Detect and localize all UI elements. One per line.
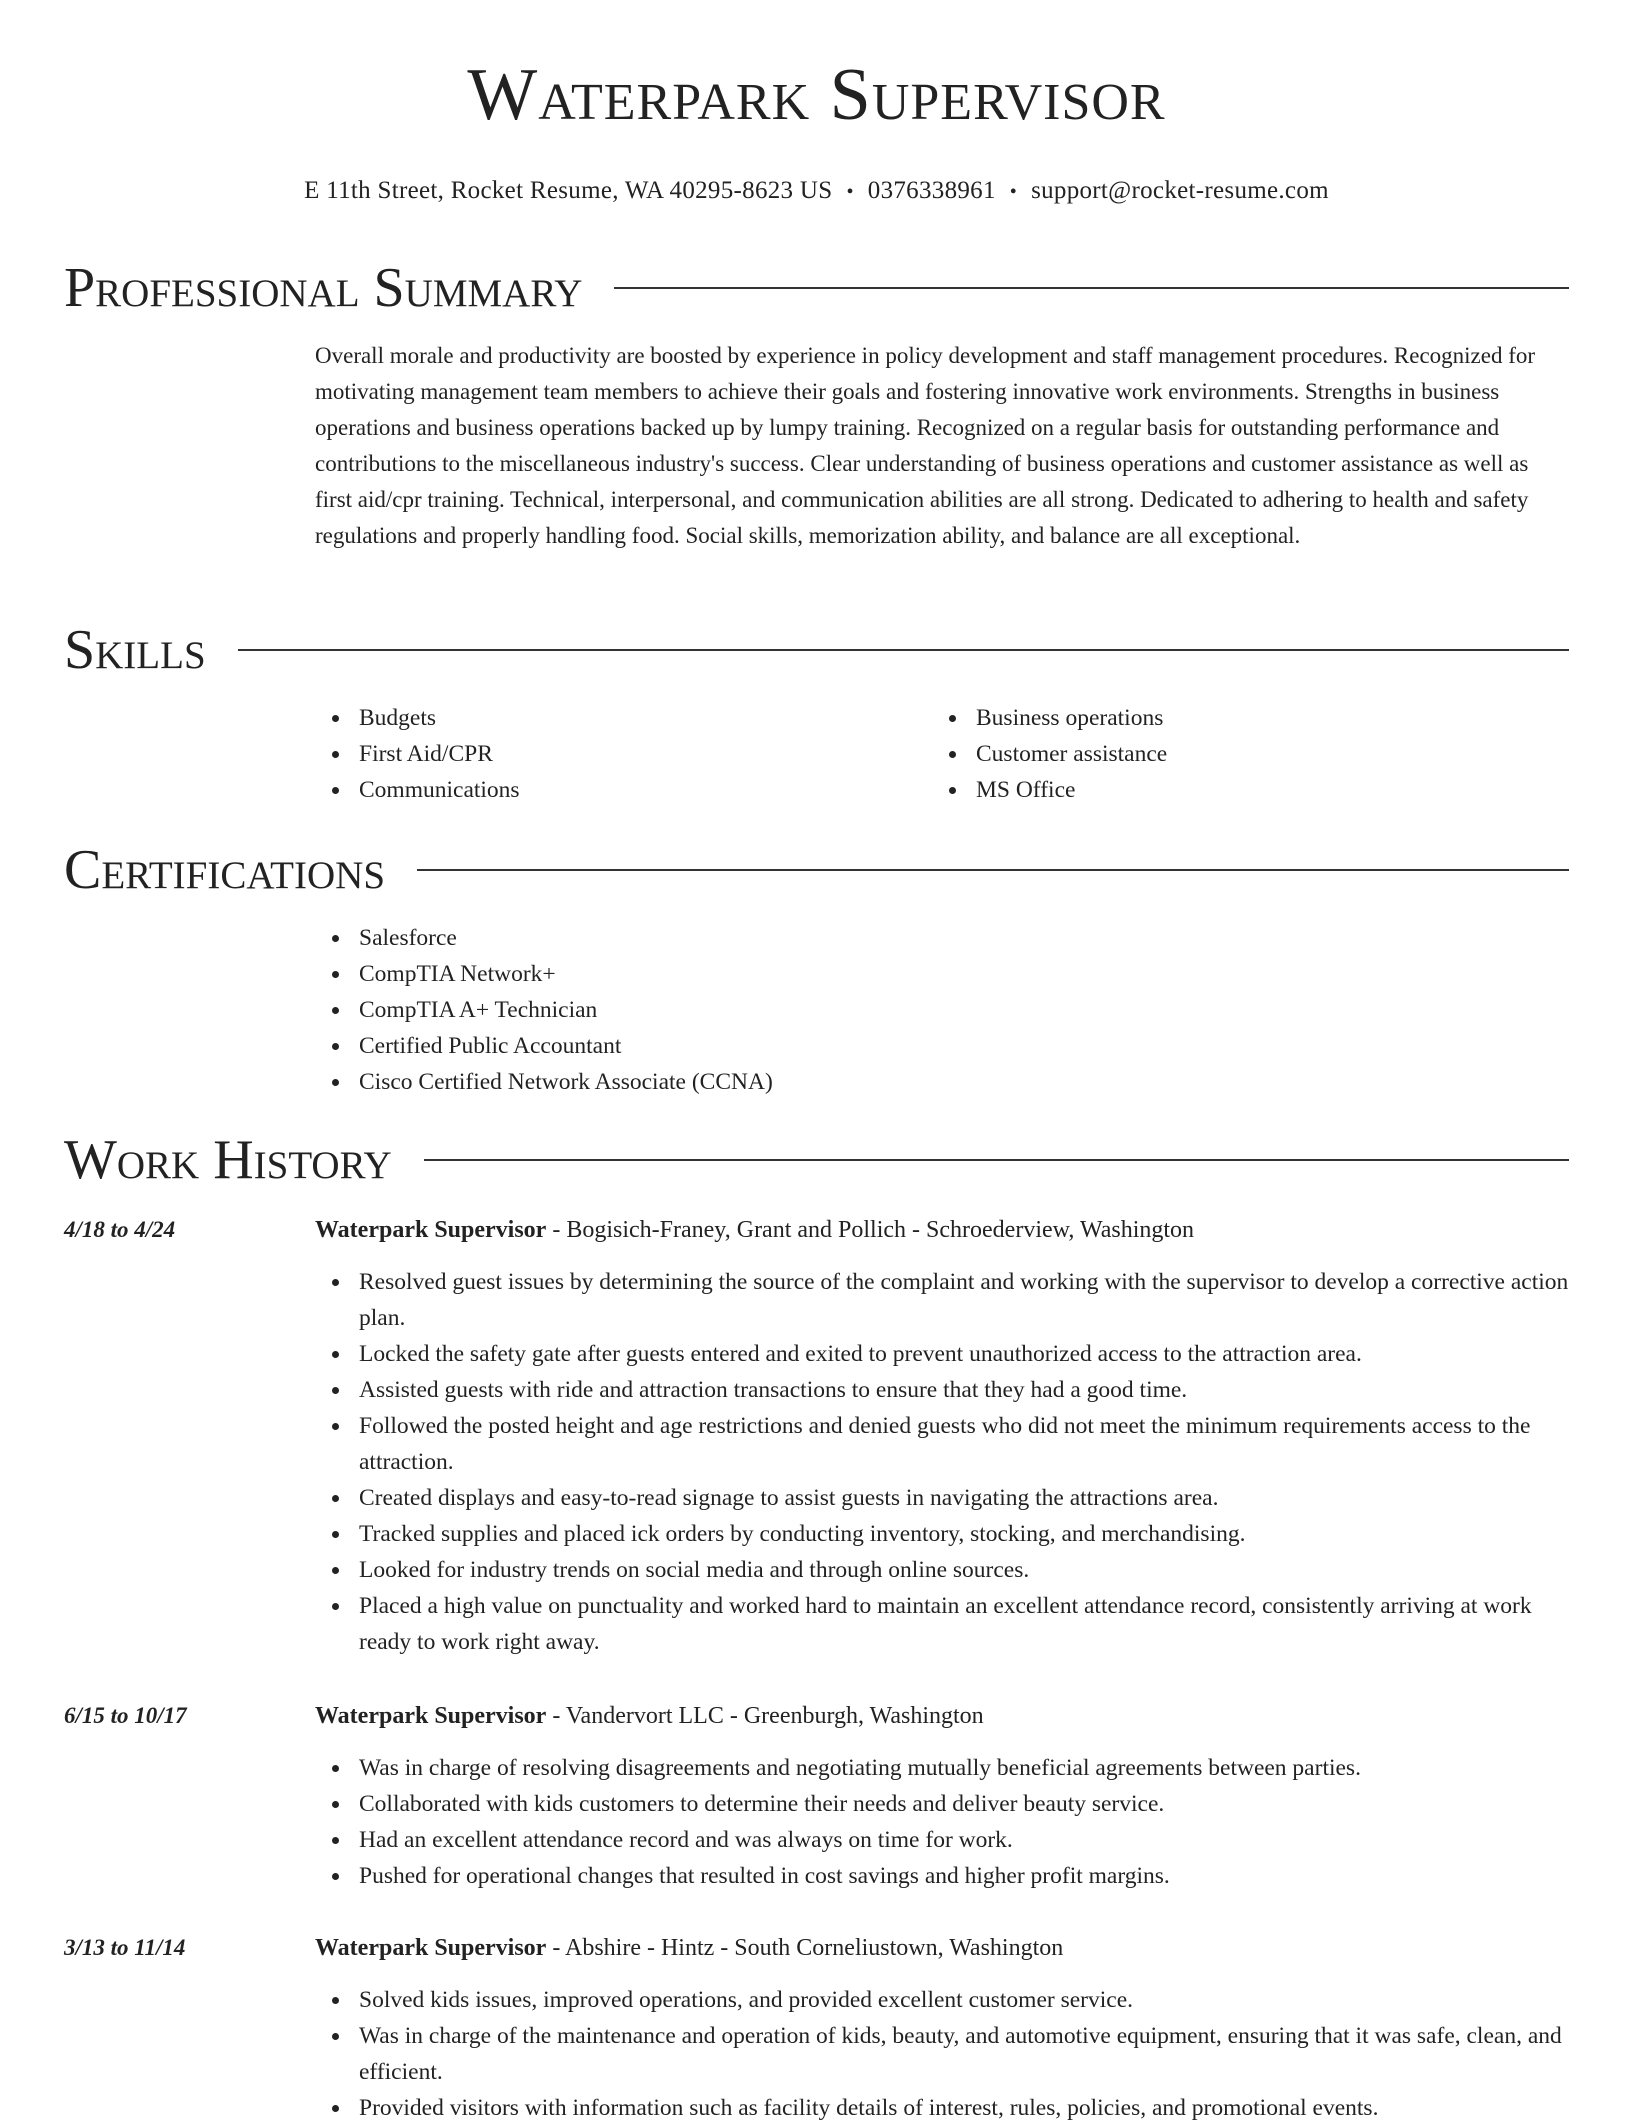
contact-line — [64, 176, 1569, 207]
job-responsibilities — [315, 1750, 1569, 1894]
summary-section-header — [64, 258, 1569, 318]
job-bullet: Provided visitors with information such as facility details of interest, rules, policies, and promotional events. — [315, 2090, 1569, 2126]
job-dates: 3/13 to 11/14 — [64, 1935, 186, 1960]
certification-item: Salesforce — [315, 920, 1569, 956]
job-bullet: Tracked supplies and placed ick orders by conducting inventory, stocking, and merchandising. — [315, 1516, 1569, 1552]
contact-email[interactable]: support@rocket-resume.com — [1031, 177, 1329, 204]
contact-separator: • — [1009, 181, 1018, 203]
section-divider — [238, 649, 1569, 651]
contact-phone: 0376338961 — [867, 177, 996, 204]
contact-separator: • — [846, 181, 854, 203]
skill-item: Communications — [315, 772, 915, 808]
job-title-line — [315, 1930, 1569, 1966]
certifications-list — [315, 920, 1569, 1100]
job-title: Waterpark Supervisor — [315, 1935, 547, 1961]
skill-item: Business operations — [932, 700, 1532, 736]
certifications-section-header — [64, 840, 1569, 900]
job-bullet: Resolved guest issues by determining the source of the complaint and working with the supervisor to develop a corrective action plan. — [315, 1264, 1569, 1336]
job-dates: 6/15 to 10/17 — [64, 1703, 187, 1728]
job-title: Waterpark Supervisor — [315, 1703, 547, 1729]
candidate-name: Waterpark Supervisor — [467, 54, 1166, 136]
section-divider — [424, 1159, 1569, 1161]
job-responsibilities — [315, 1982, 1569, 2126]
section-divider — [614, 287, 1569, 289]
section-title-work-history: Work History — [64, 1129, 392, 1191]
skill-item: Budgets — [315, 700, 915, 736]
section-title-skills: Skills — [64, 619, 206, 681]
skills-section-header — [64, 620, 1569, 680]
job-employer: - Abshire - Hintz - South Corneliustown, Washington — [546, 1935, 1064, 1961]
job-responsibilities — [315, 1264, 1569, 1660]
summary-text: Overall morale and productivity are boosted by experience in policy development and staff management procedures. Recognized for motivating management team members to achieve their goals and fostering innovative work environments. Strengths in business operations and business operations backed up by lumpy training. Recognized on a regular basis for outstanding performance and contributions to the miscellaneous industry's success. Clear understanding of business operations and customer assistance as well as first aid/cpr training. Technical, interpersonal, and communication abilities are all strong. Dedicated to adhering to health and safety regulations and properly handling food. Social skills, memorization ability, and balance are all exceptional. — [315, 343, 1536, 548]
job-title: Waterpark Supervisor — [315, 1217, 547, 1243]
section-title-summary: Professional Summary — [64, 257, 583, 319]
job-bullet: Created displays and easy-to-read signage to assist guests in navigating the attractions area. — [315, 1480, 1569, 1516]
job-bullet: Followed the posted height and age restrictions and denied guests who did not meet the minimum requirements access to the attraction. — [315, 1408, 1569, 1480]
skill-item: First Aid/CPR — [315, 736, 915, 772]
certification-item: Cisco Certified Network Associate (CCNA) — [315, 1064, 1569, 1100]
job-bullet: Pushed for operational changes that resulted in cost savings and higher profit margins. — [315, 1858, 1569, 1894]
job-bullet: Assisted guests with ride and attraction transactions to ensure that they had a good time. — [315, 1372, 1569, 1408]
certification-item: Certified Public Accountant — [315, 1028, 1569, 1064]
job-employer: - Vandervort LLC - Greenburgh, Washington — [546, 1703, 984, 1729]
skill-item: Customer assistance — [932, 736, 1532, 772]
skills-list-left — [315, 700, 915, 808]
job-bullet: Solved kids issues, improved operations, and provided excellent customer service. — [315, 1982, 1569, 2018]
section-title-certifications: Certifications — [64, 839, 386, 901]
job-title-line — [315, 1698, 1569, 1734]
job-title-line — [315, 1212, 1569, 1248]
section-divider — [417, 869, 1569, 871]
job-bullet: Was in charge of resolving disagreements and negotiating mutually beneficial agreements between parties. — [315, 1750, 1569, 1786]
certification-item: CompTIA A+ Technician — [315, 992, 1569, 1028]
job-employer: - Bogisich-Franey, Grant and Pollich - Schroederview, Washington — [546, 1217, 1195, 1243]
job-bullet: Locked the safety gate after guests entered and exited to prevent unauthorized access to the attraction area. — [315, 1336, 1569, 1372]
job-bullet: Had an excellent attendance record and was always on time for work. — [315, 1822, 1569, 1858]
job-dates: 4/18 to 4/24 — [64, 1217, 176, 1242]
job-bullet: Collaborated with kids customers to determine their needs and deliver beauty service. — [315, 1786, 1569, 1822]
job-bullet: Looked for industry trends on social media and through online sources. — [315, 1552, 1569, 1588]
contact-address: E 11th Street, Rocket Resume, WA 40295-8623 US — [304, 177, 833, 204]
work-history-section-header — [64, 1130, 1569, 1190]
job-bullet: Placed a high value on punctuality and worked hard to maintain an excellent attendance record, consistently arriving at work ready to work right away. — [315, 1588, 1569, 1660]
skill-item: MS Office — [932, 772, 1532, 808]
certification-item: CompTIA Network+ — [315, 956, 1569, 992]
skills-list-right — [932, 700, 1532, 808]
job-bullet: Was in charge of the maintenance and operation of kids, beauty, and automotive equipment, ensuring that it was safe, clean, and efficient. — [315, 2018, 1569, 2090]
